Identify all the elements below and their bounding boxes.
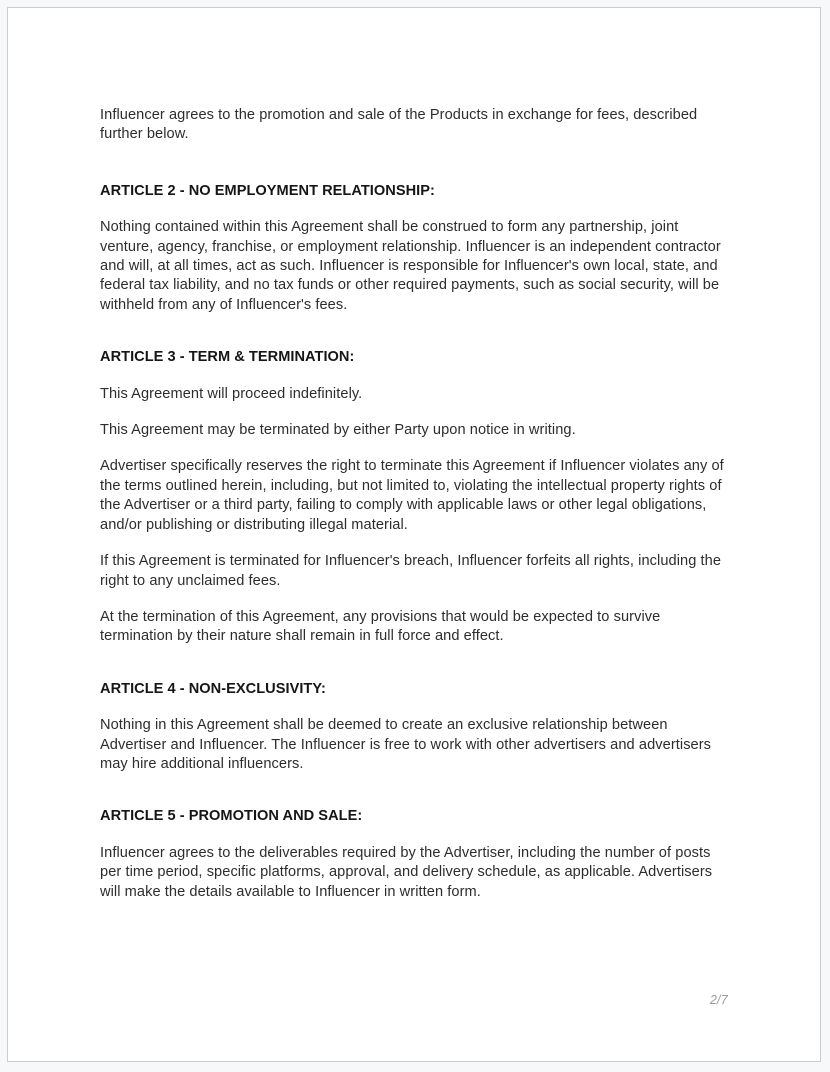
body-paragraph: This Agreement will proceed indefinitely.: [100, 385, 363, 402]
article-heading: ARTICLE 2 - NO EMPLOYMENT RELATIONSHIP:: [100, 182, 435, 199]
body-paragraph: This Agreement may be terminated by either Party upon notice in writing.: [100, 422, 576, 439]
article-heading: ARTICLE 4 - NON-EXCLUSIVITY:: [100, 680, 326, 697]
document-page: [7, 7, 821, 1062]
body-paragraph: Nothing in this Agreement shall be deemed to create an exclusive relationship between Advertiser and Influencer. The Influencer is free to work with other advertisers and advertisers may hire additional influencers.: [100, 717, 712, 772]
body-paragraph: Nothing contained within this Agreement shall be construed to form any partnership, joint venture, agency, franchise, or employment relationship. Influencer is an independent contractor and will, at all times, act as such. Influencer is responsible for Influencer's own local, state, and federal tax liability, and no tax funds or other required payments, such as social security, will be withheld from any of Influencer's fees.: [100, 219, 721, 313]
document-body: [100, 106, 724, 919]
body-paragraph: Influencer agrees to the promotion and sale of the Products in exchange for fees, described further below.: [100, 107, 698, 143]
article-heading: ARTICLE 3 - TERM & TERMINATION:: [100, 349, 355, 366]
body-paragraph: Influencer agrees to the deliverables required by the Advertiser, including the number of posts per time period, specific platforms, approval, and delivery schedule, as applicable. Advertisers will make the details available to Influencer in written form.: [100, 844, 713, 900]
page-number: 2/7: [709, 993, 728, 1007]
body-paragraph: If this Agreement is terminated for Influencer's breach, Influencer forfeits all rights, including the right to any unclaimed fees.: [100, 553, 722, 589]
body-paragraph: At the termination of this Agreement, any provisions that would be expected to survive termination by their nature shall remain in full force and effect.: [100, 608, 661, 645]
article-heading: ARTICLE 5 - PROMOTION AND SALE:: [100, 808, 363, 825]
body-paragraph: Advertiser specifically reserves the right to terminate this Agreement if Influencer violates any of the terms outlined herein, including, but not limited to, violating the intellectual property rights of the Advertiser or a third party, failing to comply with applicable laws or other legal obligations, and/or publishing or distributing illegal material.: [100, 458, 724, 533]
